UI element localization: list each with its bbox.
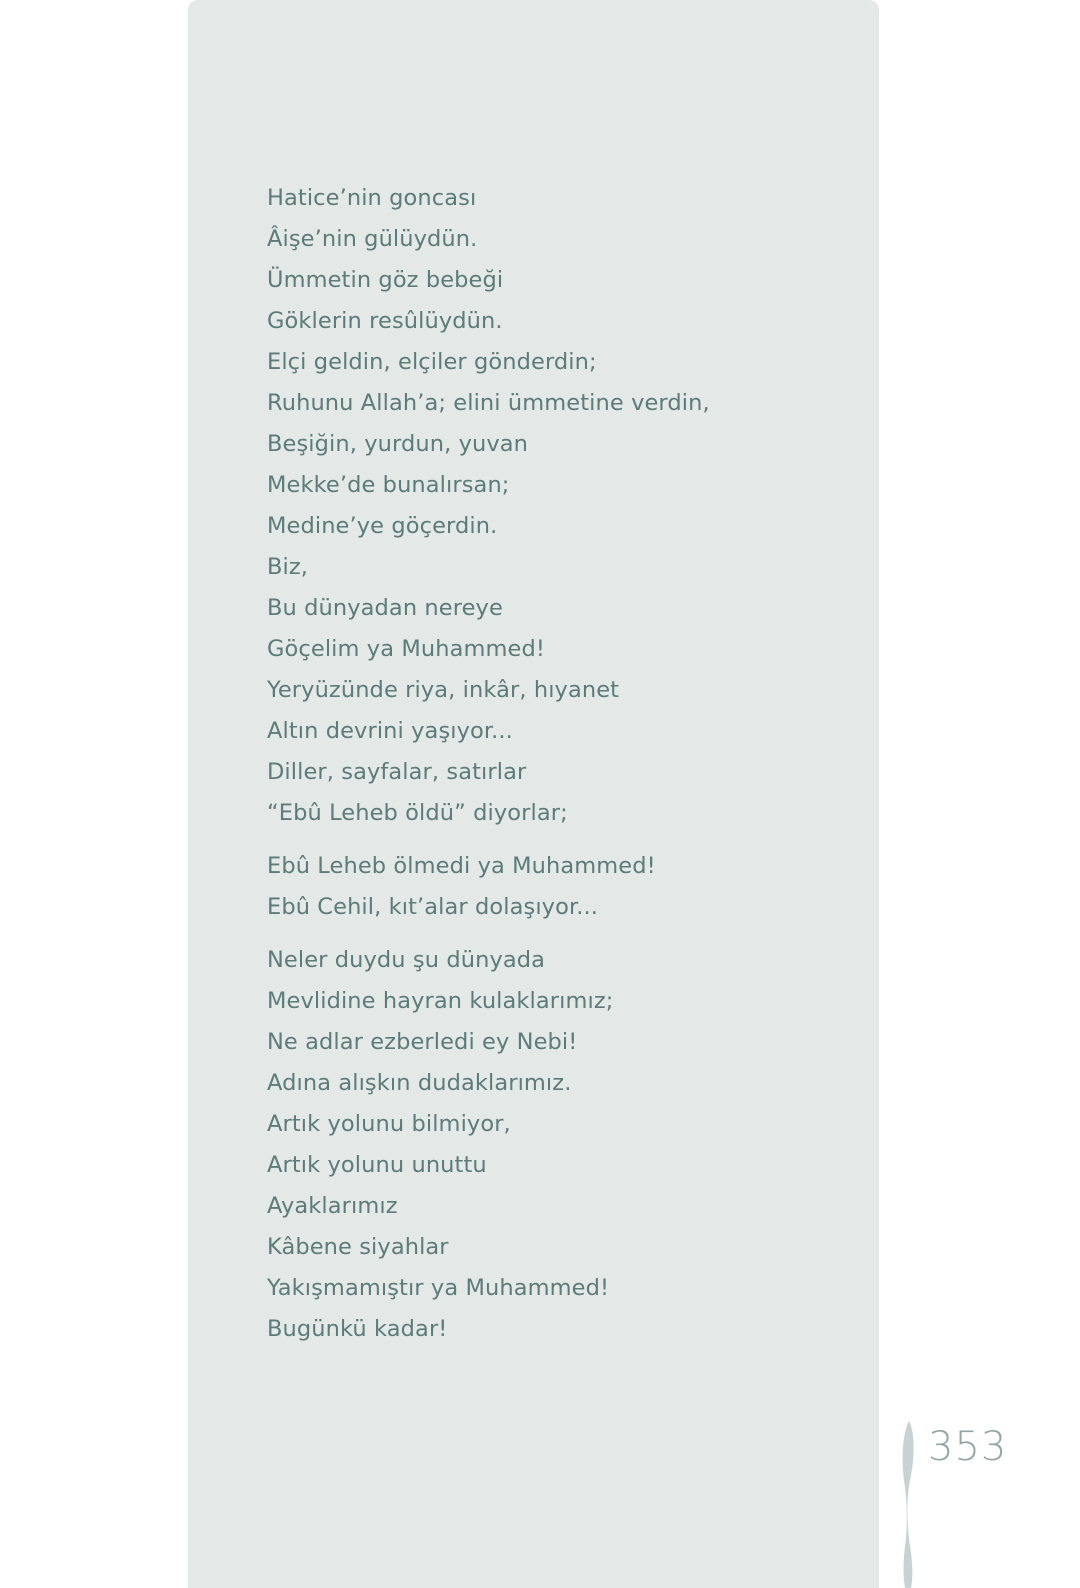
poem-line: Ruhunu Allah’a; elini ümmetine verdin,: [267, 390, 710, 416]
poem-line: Elçi geldin, elçiler gönderdin;: [267, 349, 597, 375]
poem-stanza-2: [267, 846, 827, 928]
poem-stanza-3: [267, 940, 827, 1350]
poem-line: Kâbene siyahlar: [267, 1234, 449, 1260]
ornament-shape: [903, 1421, 914, 1588]
poem-line: Ümmetin göz bebeği: [267, 267, 504, 293]
poem-line: Neler duydu şu dünyada: [267, 947, 546, 973]
poem-line: Göçelim ya Muhammed!: [267, 636, 545, 662]
poem-line: Âişe’nin gülüydün.: [267, 226, 478, 252]
poem-line: Medine’ye göçerdin.: [267, 513, 498, 539]
poem-line: Diller, sayfalar, satırlar: [267, 759, 527, 785]
poem-line: Ebû Leheb ölmedi ya Muhammed!: [267, 853, 656, 879]
poem-line: Mevlidine hayran kulaklarımız;: [267, 988, 614, 1014]
poem-line: Ne adlar ezberledi ey Nebi!: [267, 1029, 578, 1055]
poem-line: Bu dünyadan nereye: [267, 595, 503, 621]
poem-line: Ebû Cehil, kıt’alar dolaşıyor...: [267, 894, 598, 920]
poem-line: Hatice’nin goncası: [267, 185, 477, 211]
poem-line: Yakışmamıştır ya Muhammed!: [267, 1275, 610, 1301]
poem-line: Artık yolunu unuttu: [267, 1152, 487, 1178]
poem-line: Altın devrini yaşıyor...: [267, 718, 513, 744]
poem-line: Ayaklarımız: [267, 1193, 398, 1219]
poem-line: Bugünkü kadar!: [267, 1316, 448, 1342]
poem-line: Beşiğin, yurdun, yuvan: [267, 431, 529, 457]
poem-line: Biz,: [267, 554, 309, 580]
poem-line: Göklerin resûlüydün.: [267, 308, 503, 334]
page-ornament: [898, 1418, 922, 1588]
poem-line: Adına alışkın dudaklarımız.: [267, 1070, 572, 1096]
poem-line: Mekke’de bunalırsan;: [267, 472, 510, 498]
poem-line: Yeryüzünde riya, inkâr, hıyanet: [267, 677, 620, 703]
poem-stanza-1: [267, 178, 827, 834]
poem-line: Artık yolunu bilmiyor,: [267, 1111, 511, 1137]
poem-text: [267, 178, 827, 1350]
poem-line: “Ebû Leheb öldü” diyorlar;: [267, 800, 568, 826]
page-number: 353: [928, 1424, 1008, 1470]
